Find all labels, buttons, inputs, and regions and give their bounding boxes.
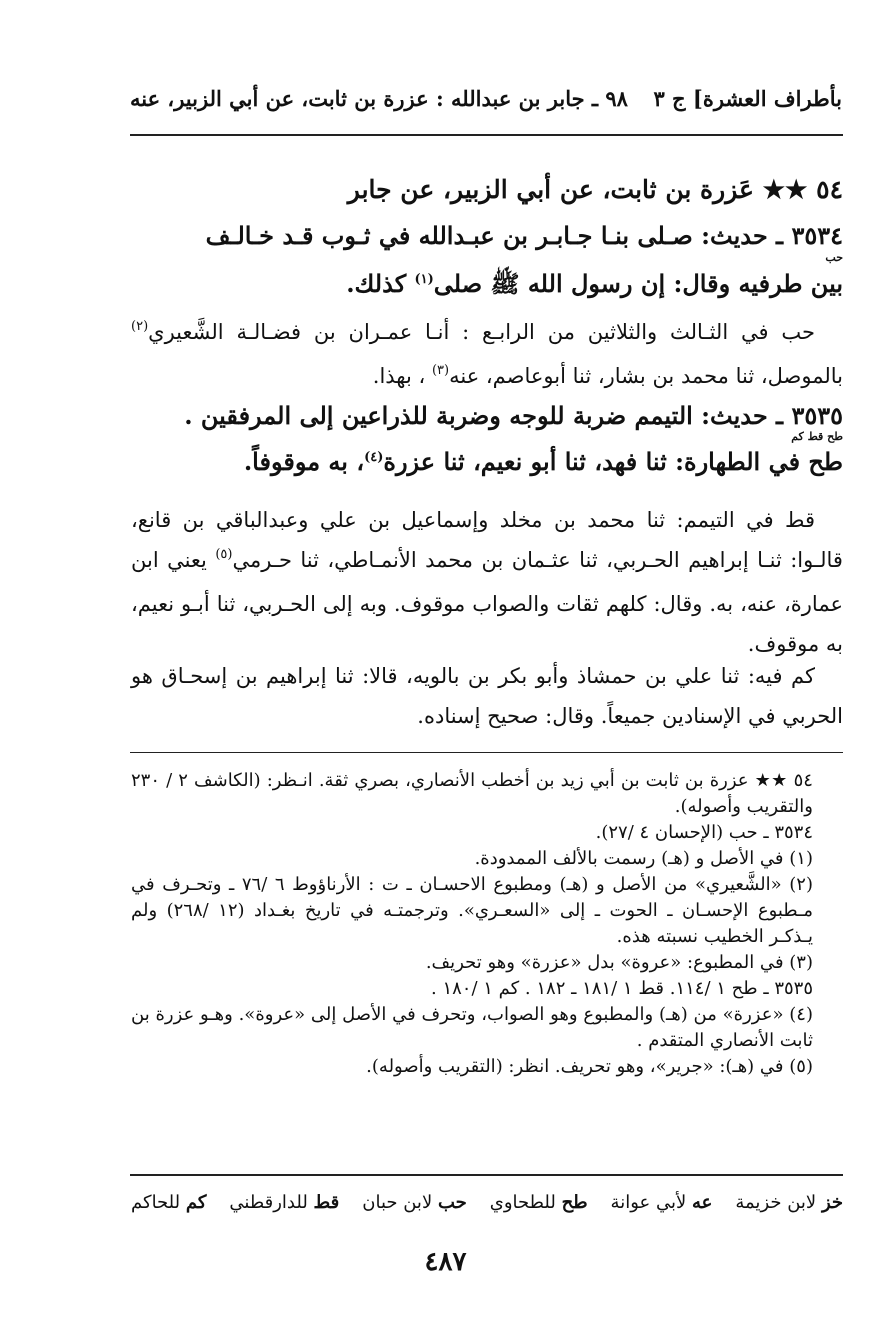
- sigla-item: طح للطحاوي: [489, 1192, 588, 1213]
- footnote-entry-54: ٥٤ ★★ عزرة بن ثابت بن أبي زيد بن أخطب الأنصاري، بصري ثقة. انـظر: (الكاشف ٢ / ٢٣٠ والتقريب وأصوله).: [131, 770, 813, 817]
- footnote-ref-5: (٥): [215, 547, 233, 562]
- paragraph-daraqutni: قط في التيمم: ثنا محمد بن مخلد وإسماعيل بن علي وعبدالباقي بن قانع، قالـوا: ثنـا إبراهيم الحـربي، ثنا عثـمان بن محمد الأنمـاطي، ثنا حـرمي$^{(٥)}$ يعني ابن عمارة، عنه، به. وقال: كلهم ثقات والصواب موقوف. وبه إلى الحـربي، ثنا أبـو نعيم، به موقوف.: [131, 508, 843, 656]
- footnote-3534: ٣٥٣٤ ـ حب (الإحسان ٤ /٢٧).: [595, 822, 813, 843]
- header-book-title: بأطراف العشرة] ج ٣: [653, 86, 842, 111]
- page-number: ٤٨٧: [424, 1247, 467, 1277]
- footnote-5: (٥) في (هـ): «جرير»، وهو تحريف. انظر: (التقريب وأصوله).: [366, 1056, 813, 1077]
- running-header: [130, 86, 842, 118]
- footnotes: [131, 768, 843, 1080]
- header-chapter-title: ٩٨ ـ جابر بن عبدالله : عزرة بن ثابت، عن أبي الزبير، عنه: [130, 86, 628, 111]
- footnote-ref-4: (٤): [364, 450, 384, 465]
- sigla-item: كم للحاكم: [131, 1192, 207, 1213]
- sigla-item: عه لأبي عوانة: [610, 1192, 713, 1213]
- footnote-ref-3: (٣): [431, 363, 450, 378]
- hadith-3535-line2: طح في الطهارة: ثنا فهد، ثنا أبو نعيم، ثنا عزرة$^{(٤)}$، به موقوفاً.: [243, 447, 843, 476]
- hadith-3534-line2: بين طرفيه وقال: إن رسول الله ﷺ صلى$^{(١)}$ كذلك.: [346, 269, 843, 298]
- footnote-ref-2: (٢): [131, 319, 149, 334]
- paragraph-ibn-hibban: حب في الثـالث والثلاثين من الرابـع : أنـا عمـران بن فضـالـة الشَّعيري$^{(٢)}$ بالموصل، ثنا محمد بن بشار، ثنا أبوعاصم، عنه$^{(٣)}$ ، بهذا.: [131, 319, 843, 388]
- entry-title: ٥٤ ★★ عَزرة بن ثابت، عن أبي الزبير، عن جابر: [347, 175, 843, 204]
- footnote-ref-1: (١): [414, 272, 434, 287]
- footnote-3: (٣) في المطبوع: «عروة» بدل «عزرة» وهو تحريف.: [425, 952, 813, 973]
- sigla-rule: [130, 1174, 843, 1176]
- footnote-3535: ٣٥٣٥ ـ طح ١ /١١٤. قط ١ /١٨١ ـ ١٨٢ . كم ١ /١٨٠ .: [431, 978, 813, 999]
- header-rule: [130, 134, 843, 136]
- hadith-3535-line1: ٣٥٣٥ ـ حديث: التيمم ضربة للوجه وضربة للذراعين إلى المرفقين .: [184, 401, 843, 430]
- sigla-item: خز لابن خزيمة: [735, 1192, 843, 1213]
- footnote-1: (١) في الأصل و (هـ) رسمت بالألف الممدودة.: [474, 848, 813, 869]
- sigla-item: قط للدارقطني: [229, 1192, 340, 1213]
- hadith-3534-line1: ٣٥٣٤ ـ حديث: صـلى بنـا جـابـر بن عبـدالله في ثـوب قـد خـالـف: [205, 221, 843, 250]
- footnote-2: (٢) «الشَّعيري» من الأصل و (هـ) ومطبوع الاحسـان ـ ت : الأرناؤوط ٦ /٧٦ ـ وتحـرف في مـطبوع الإحسـان ـ الحوت ـ إلى «السعـري». وترجمتـه في تاريخ بغـداد (١٢ /٢٦٨) ولم يـذكـر الخطيب نسبته هذه.: [131, 874, 813, 947]
- sigla-legend: [131, 1192, 843, 1213]
- hadith-3535-sigla: طح قط كم: [791, 430, 843, 443]
- hadith-3534-sigla: حب: [825, 251, 843, 264]
- footnote-rule: [130, 752, 843, 753]
- sigla-item: حب لابن حبان: [362, 1192, 467, 1213]
- paragraph-hakim: كم فيه: ثنا علي بن حمشاذ وأبو بكر بن بالويه، قالا: ثنا إبراهيم بن إسحـاق هو الحربي في الإسنادين جميعاً. وقال: صحيح إسناده.: [131, 664, 843, 728]
- footnote-4: (٤) «عزرة» من (هـ) والمطبوع وهو الصواب، وتحرف في الأصل إلى «عروة». وهـو عزرة بن ثابت الأنصاري المتقدم .: [131, 1004, 813, 1051]
